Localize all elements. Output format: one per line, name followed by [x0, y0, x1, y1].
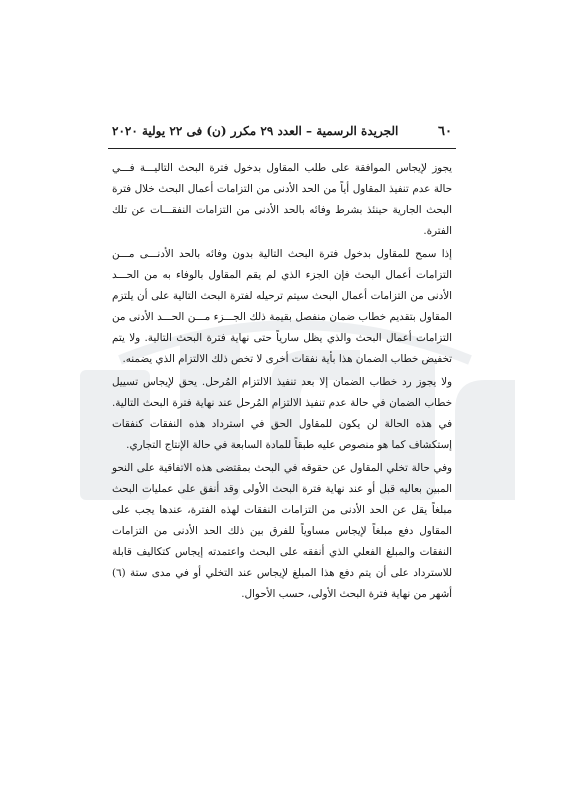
document-body: [112, 158, 452, 607]
page-number: ٦٠: [438, 124, 452, 139]
header-divider: [108, 148, 456, 149]
paragraph: إذا سمح للمقاول بدخول فترة البحث التالية بدون وفائه بالحد الأدنـــى مـــن التزامات أعمال البحث فإن الجزء الذي لم يقم المقاول بالوفاء به من الحـــد الأدنى من التزامات أعمال البحث سيتم ترحيله لفترة البحث التالية على أن يلتزم المقاول بتقديم خطاب ضمان منفصل بقيمة ذلك الجـــزء مـــن الحـــد الأدنى من التزامات أعمال البحث والذي يظل سارياً حتى نهاية فترة البحث التالية. ولا يتم تخفيض خطاب الضمان هذا بأية نفقات أخرى لا تخص ذلك الالتزام الذي يضمنه.: [112, 248, 452, 365]
page-header: [112, 124, 452, 146]
paragraph: ولا يجوز رد خطاب الضمان إلا بعد تنفيذ الالتزام المُرحل. يحق لإيجاس تسييل خطاب الضمان في حالة عدم تنفيذ الالتزام المُرحل عند نهاية فترة البحث التالية. في هذه الحالة لن يكون للمقاول الحق في استرداد هذه النفقات كنفقات إستكشاف كما هو منصوص عليه طبقاً للمادة السابعة في حالة الإنتاج التجاري.: [112, 376, 452, 451]
paragraph: وفي حالة تخلي المقاول عن حقوقه في البحث بمقتضى هذه الاتفاقية على النحو المبين بعاليه قبل أو عند نهاية فترة البحث الأولى وقد أنفق على عمليات البحث مبلغاً يقل عن الحد الأدنى من التزامات النفقات لهذه الفترة، عندها يجب على المقاول دفع مبلغاً لإيجاس مساوياً للفرق بين ذلك الحد الأدنى من التزامات النفقات والمبلغ الفعلي الذي أنفقه على البحث واعتمدته إيجاس كتكاليف قابلة للاسترداد على أن يتم دفع هذا المبلغ لإيجاس عند التخلي أو في مدى ستة (٦) أشهر من نهاية فترة البحث الأولى، حسب الأحوال.: [112, 462, 452, 600]
paragraph: يجوز لإيجاس الموافقة على طلب المقاول بدخول فترة البحث التاليـــة فـــي حالة عدم تنفيذ المقاول أياً من الحد الأدنى من التزامات أعمال البحث خلال فترة البحث الجارية حينئذ بشرط وفائه بالحد الأدنى من التزامات النفقـــات عن تلك الفترة.: [112, 162, 452, 237]
journal-title: الجريدة الرسمية – العدد ٢٩ مكرر (ن) فى ٢٢ يولية ٢٠٢٠: [112, 124, 399, 138]
